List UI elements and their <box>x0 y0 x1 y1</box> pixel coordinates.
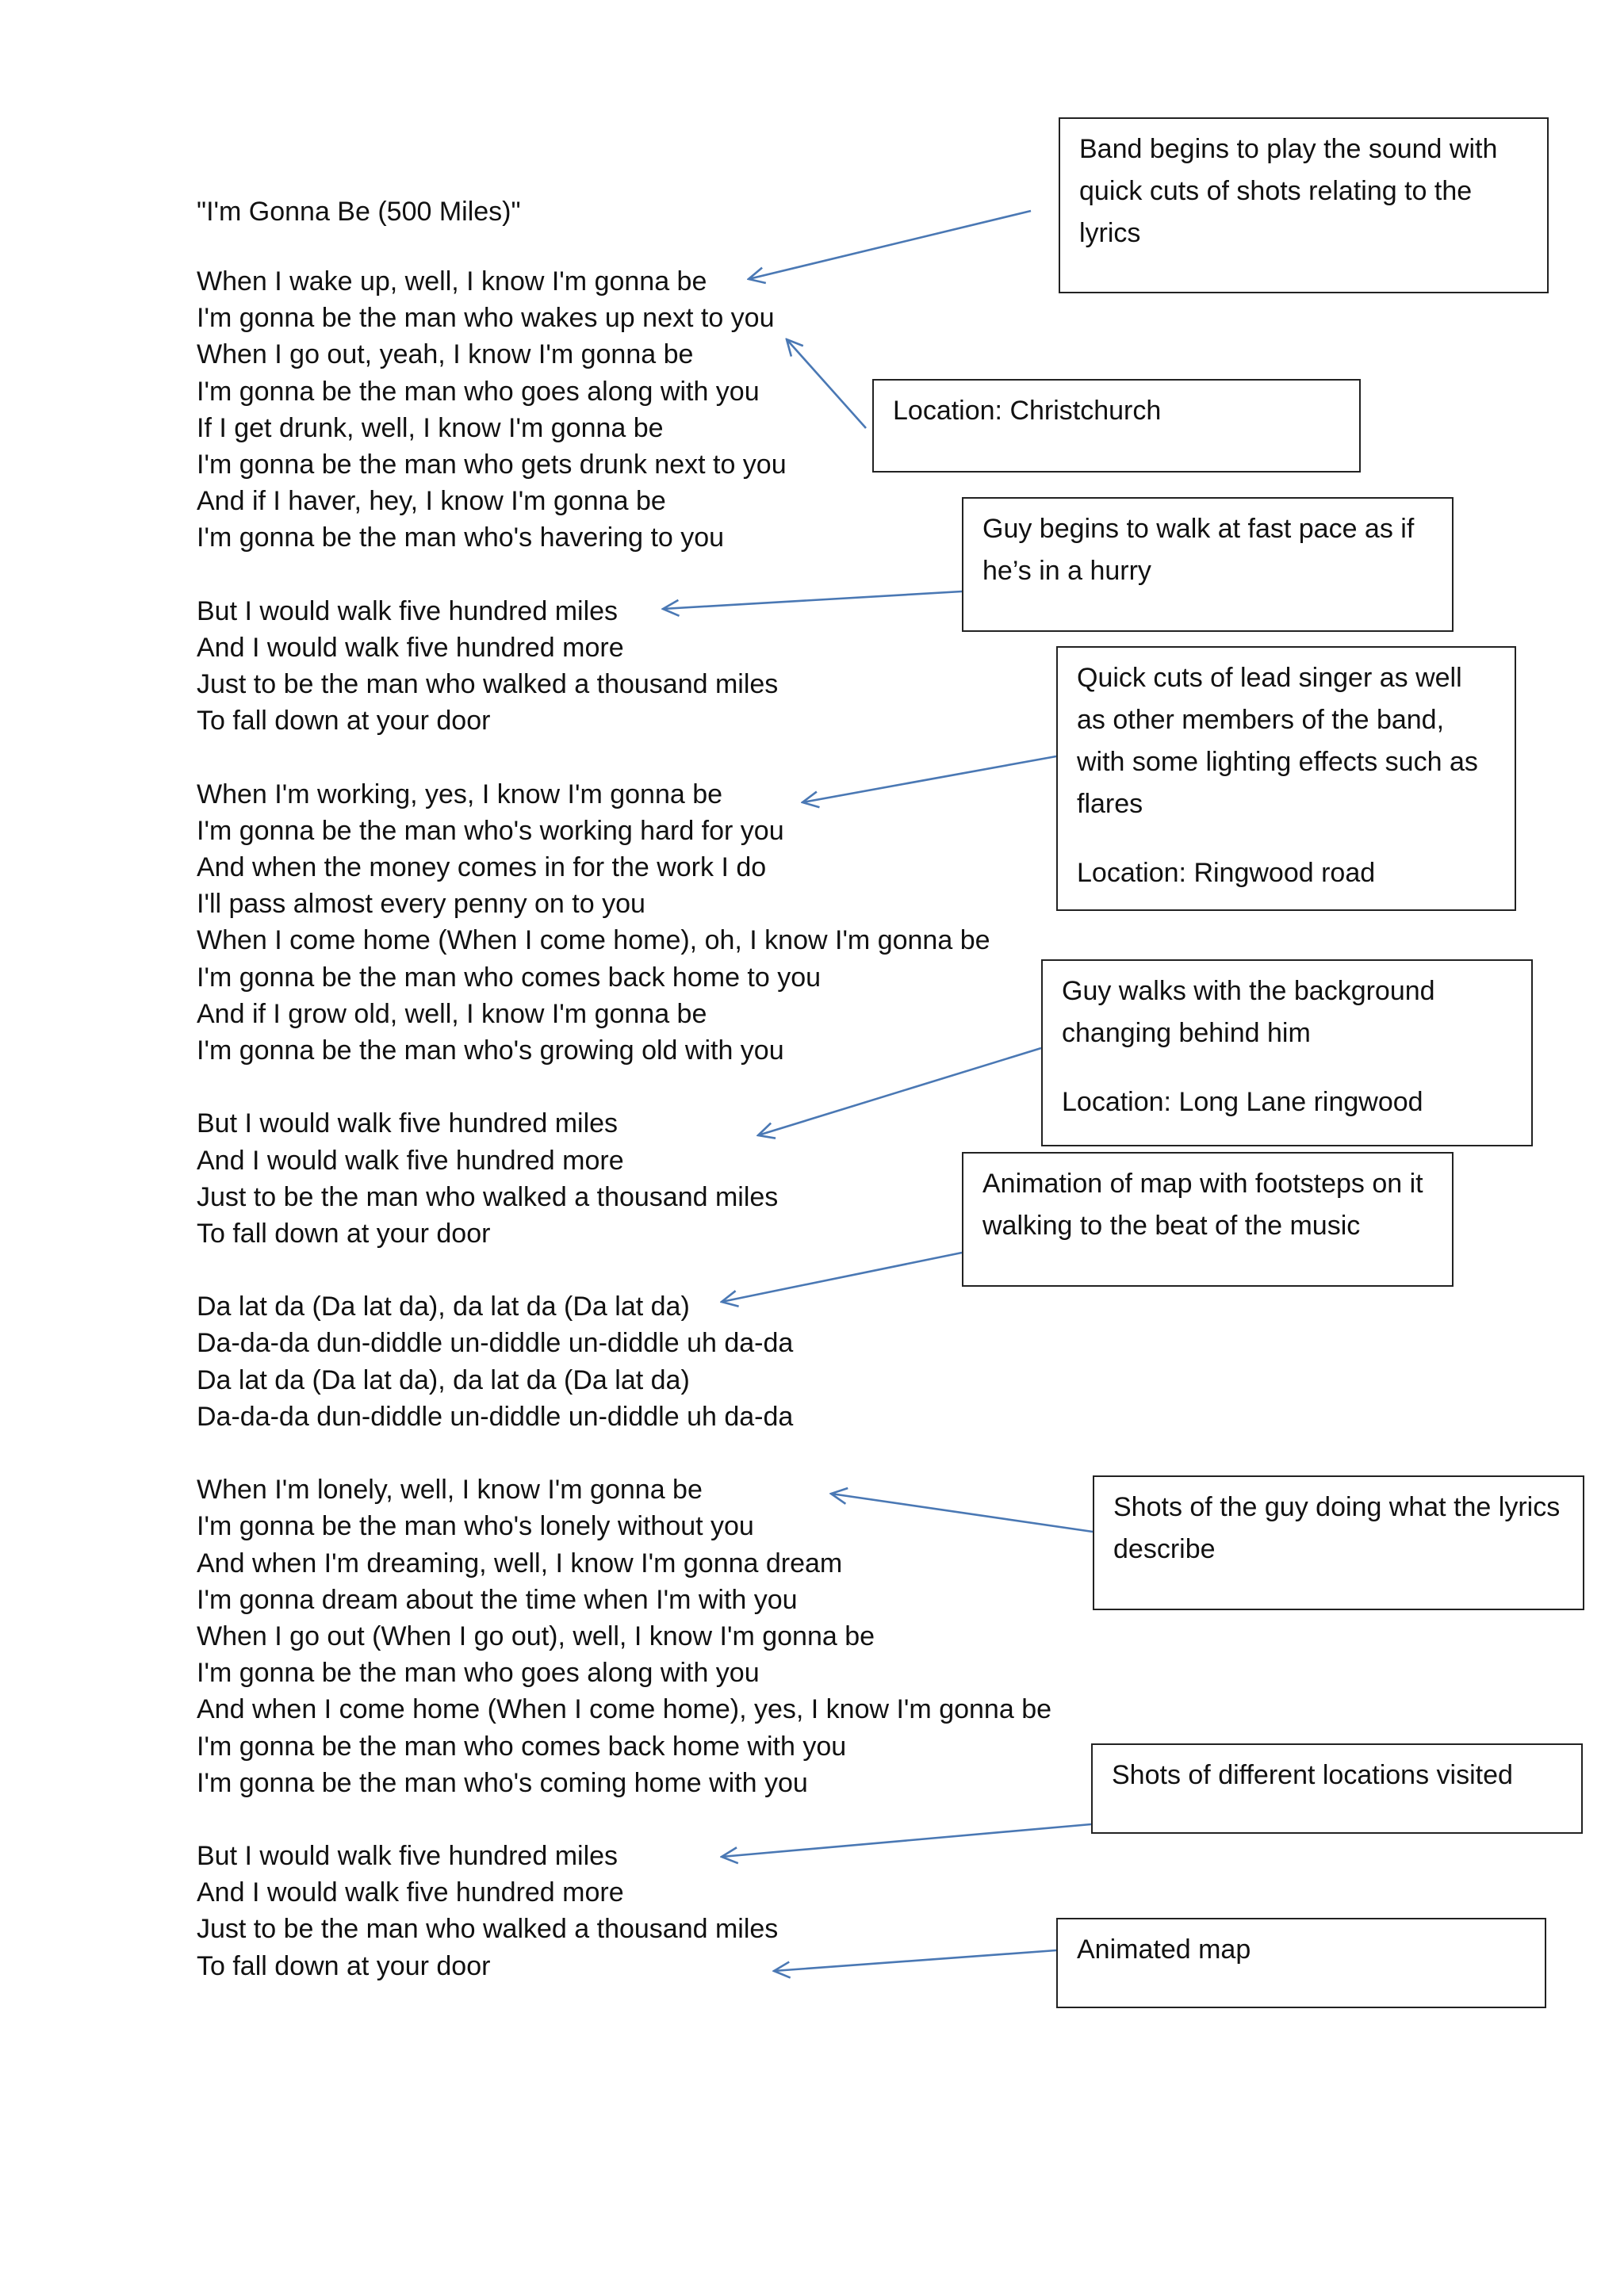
lyric-line: When I go out, yeah, I know I'm gonna be <box>197 339 694 370</box>
annotation-text: Quick cuts of lead singer as well as other members of the band, with some lighting effects such as flares <box>1077 663 1478 819</box>
lyric-line: When I'm lonely, well, I know I'm gonna be <box>197 1475 703 1506</box>
lyric-line: And if I grow old, well, I know I'm gonna be <box>197 998 707 1029</box>
lyric-line: Just to be the man who walked a thousand miles <box>197 669 779 700</box>
lyric-line: When I'm working, yes, I know I'm gonna be <box>197 779 723 809</box>
lyric-line: Da-da-da dun-diddle un-diddle un-diddle uh da-da <box>197 1401 794 1432</box>
lyric-line: And when I'm dreaming, well, I know I'm gonna dream <box>197 1548 843 1578</box>
arrow-4 <box>802 756 1056 802</box>
lyric-line: Da lat da (Da lat da), da lat da (Da lat da) <box>197 1364 690 1395</box>
arrow-9 <box>774 1950 1056 1971</box>
lyric-line: I'm gonna dream about the time when I'm with you <box>197 1584 798 1615</box>
lyric-line: I'm gonna be the man who's lonely without you <box>197 1511 754 1542</box>
annotation-text: Animated map <box>1077 1934 1251 1965</box>
annotation-text: Guy begins to walk at fast pace as if he’s in a hurry <box>982 514 1415 586</box>
lyric-line: Da-da-da dun-diddle un-diddle un-diddle uh da-da <box>197 1328 794 1359</box>
song-title: "I'm Gonna Be (500 Miles)" <box>197 197 521 227</box>
lyric-line: I'll pass almost every penny on to you <box>197 889 645 920</box>
lyric-line: Da lat da (Da lat da), da lat da (Da lat da) <box>197 1292 690 1322</box>
lyric-line: And if I haver, hey, I know I'm gonna be <box>197 486 666 517</box>
lyric-line: To fall down at your door <box>197 1218 491 1249</box>
lyric-line: I'm gonna be the man who's coming home with you <box>197 1767 808 1798</box>
annotation-location: Location: Ringwood road <box>1077 858 1376 888</box>
lyric-line: But I would walk five hundred miles <box>197 1841 619 1872</box>
lyric-line: When I go out (When I go out), well, I know I'm gonna be <box>197 1621 875 1651</box>
annotation-text: Animation of map with footsteps on it walking to the beat of the music <box>982 1169 1423 1241</box>
annotation-text: Shots of the guy doing what the lyrics describe <box>1113 1492 1561 1564</box>
lyric-line: I'm gonna be the man who's working hard for you <box>197 815 784 846</box>
lyric-line: When I wake up, well, I know I'm gonna be <box>197 266 707 297</box>
arrow-1 <box>749 211 1031 279</box>
lyric-line: I'm gonna be the man who goes along with you <box>197 376 760 407</box>
arrow-6 <box>722 1253 962 1302</box>
lyric-line: I'm gonna be the man who comes back home to you <box>197 962 822 993</box>
lyric-line: And I would walk five hundred more <box>197 1877 624 1908</box>
annotation-text: Guy walks with the background changing behind him <box>1062 976 1435 1048</box>
lyric-line: But I would walk five hundred miles <box>197 595 619 626</box>
lyric-line: To fall down at your door <box>197 1950 491 1981</box>
lyric-line: I'm gonna be the man who wakes up next to you <box>197 303 775 334</box>
lyric-line: I'm gonna be the man who gets drunk next to you <box>197 449 787 480</box>
lyric-line: I'm gonna be the man who goes along with you <box>197 1658 760 1689</box>
lyric-line: If I get drunk, well, I know I'm gonna be <box>197 412 664 443</box>
annotation-text: Location: Christchurch <box>893 396 1162 426</box>
lyric-line: To fall down at your door <box>197 706 491 737</box>
arrow-5 <box>758 1048 1041 1135</box>
lyric-line: And I would walk five hundred more <box>197 632 624 663</box>
lyric-line: When I come home (When I come home), oh, I know I'm gonna be <box>197 925 990 956</box>
annotation-location: Location: Long Lane ringwood <box>1062 1087 1423 1117</box>
lyric-line: But I would walk five hundred miles <box>197 1108 619 1139</box>
lyric-line: Just to be the man who walked a thousand miles <box>197 1181 779 1212</box>
lyric-line: I'm gonna be the man who's havering to you <box>197 522 725 553</box>
annotation-text: Band begins to play the sound with quick cuts of shots relating to the lyrics <box>1079 134 1498 248</box>
arrow-3 <box>663 591 962 609</box>
lyric-line: Just to be the man who walked a thousand miles <box>197 1914 779 1945</box>
annotation-text: Shots of different locations visited <box>1112 1760 1513 1790</box>
lyric-line: And when I come home (When I come home), yes, I know I'm gonna be <box>197 1694 1052 1725</box>
arrow-7 <box>831 1494 1093 1532</box>
lyric-line: And when the money comes in for the work I do <box>197 852 767 882</box>
arrow-8 <box>722 1824 1091 1857</box>
lyric-line: I'm gonna be the man who's growing old with you <box>197 1035 784 1066</box>
lyric-line: I'm gonna be the man who comes back home with you <box>197 1731 847 1762</box>
arrow-2 <box>787 339 866 428</box>
lyric-line: And I would walk five hundred more <box>197 1145 624 1176</box>
